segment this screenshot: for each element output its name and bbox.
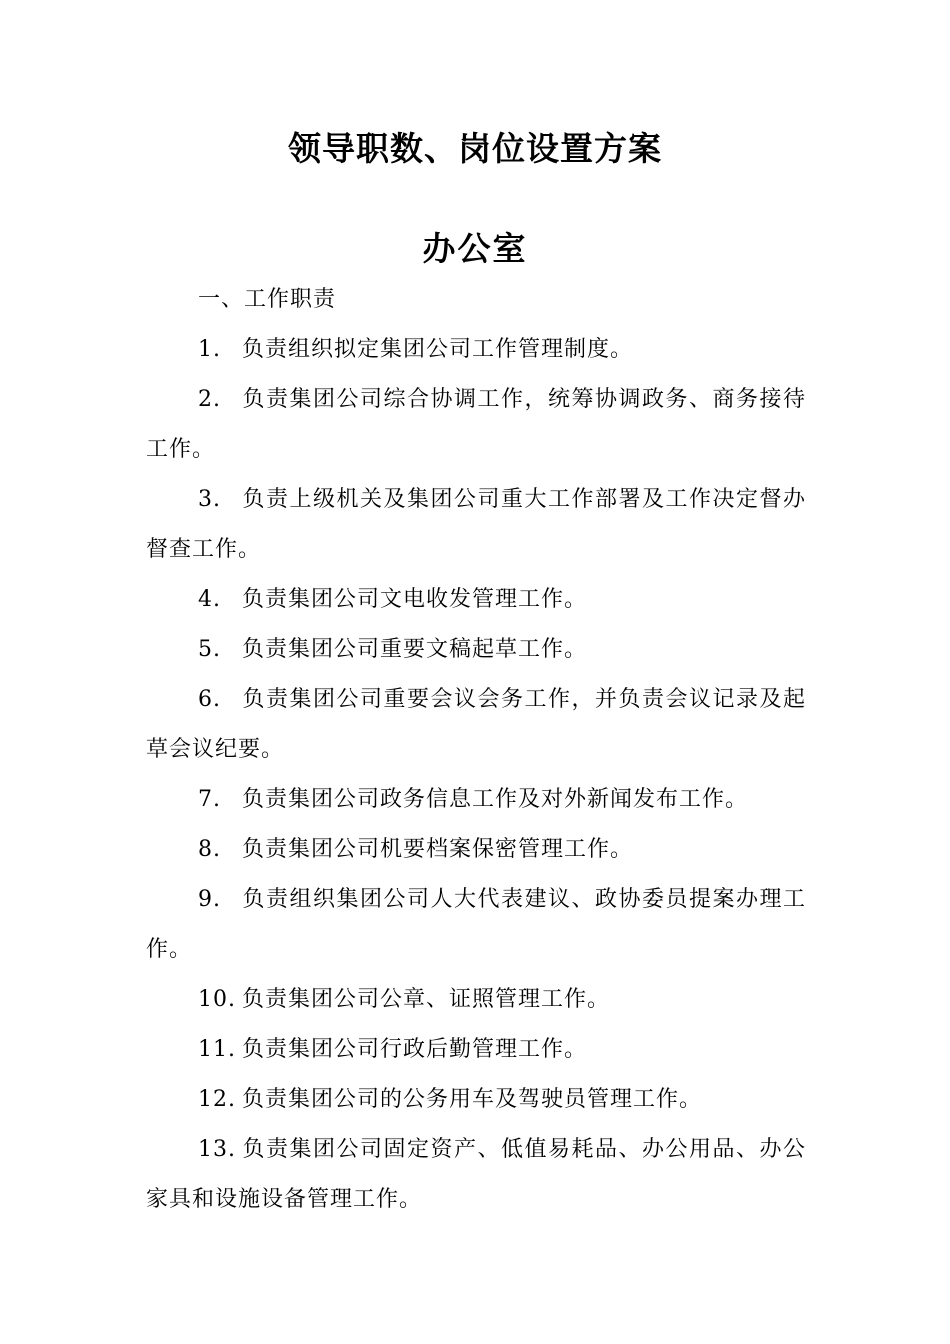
duty-item-13 bbox=[146, 1125, 806, 1225]
item-number: 10. bbox=[198, 987, 236, 1012]
item-text: 负责组织拟定集团公司工作管理制度。 bbox=[242, 337, 634, 362]
item-number: 12. bbox=[198, 1087, 236, 1112]
duty-item-10 bbox=[146, 975, 806, 1025]
item-number: 8. bbox=[198, 837, 221, 862]
item-number: 11. bbox=[198, 1037, 236, 1062]
duty-item-4 bbox=[146, 575, 806, 625]
item-text: 负责组织集团公司人大代表建议、政协委员提案办理工作。 bbox=[146, 887, 806, 962]
item-number: 5. bbox=[198, 637, 221, 662]
section-heading: 一、工作职责 bbox=[198, 287, 337, 312]
item-text: 负责集团公司公章、证照管理工作。 bbox=[242, 987, 611, 1012]
duty-item-2 bbox=[146, 375, 806, 475]
item-text: 负责集团公司文电收发管理工作。 bbox=[242, 587, 588, 612]
department-title: 办公室 bbox=[422, 229, 528, 268]
duty-item-11 bbox=[146, 1025, 806, 1075]
duty-item-12 bbox=[146, 1075, 806, 1125]
document-body bbox=[146, 275, 806, 1225]
item-number: 1. bbox=[198, 337, 221, 362]
item-text: 负责上级机关及集团公司重大工作部署及工作决定督办督查工作。 bbox=[146, 487, 806, 562]
item-text: 负责集团公司固定资产、低值易耗品、办公用品、办公家具和设施设备管理工作。 bbox=[146, 1137, 806, 1212]
duty-item-3 bbox=[146, 475, 806, 575]
duty-item-8 bbox=[146, 825, 806, 875]
item-text: 负责集团公司机要档案保密管理工作。 bbox=[242, 837, 634, 862]
item-text: 负责集团公司重要会议会务工作，并负责会议记录及起草会议纪要。 bbox=[146, 687, 806, 762]
item-number: 2. bbox=[198, 387, 221, 412]
item-text: 负责集团公司行政后勤管理工作。 bbox=[242, 1037, 588, 1062]
item-text: 负责集团公司的公务用车及驾驶员管理工作。 bbox=[242, 1087, 703, 1112]
duty-item-9 bbox=[146, 875, 806, 975]
item-number: 3. bbox=[198, 487, 221, 512]
item-number: 9. bbox=[198, 887, 221, 912]
item-number: 13. bbox=[198, 1137, 236, 1162]
item-number: 6. bbox=[198, 687, 221, 712]
item-number: 7. bbox=[198, 787, 221, 812]
duty-item-5 bbox=[146, 625, 806, 675]
document-title: 领导职数、岗位设置方案 bbox=[288, 129, 662, 168]
duty-item-7 bbox=[146, 775, 806, 825]
item-text: 负责集团公司重要文稿起草工作。 bbox=[242, 637, 588, 662]
item-text: 负责集团公司综合协调工作，统筹协调政务、商务接待工作。 bbox=[146, 387, 806, 462]
duty-item-1 bbox=[146, 325, 806, 375]
item-number: 4. bbox=[198, 587, 221, 612]
duty-item-6 bbox=[146, 675, 806, 775]
item-text: 负责集团公司政务信息工作及对外新闻发布工作。 bbox=[242, 787, 749, 812]
